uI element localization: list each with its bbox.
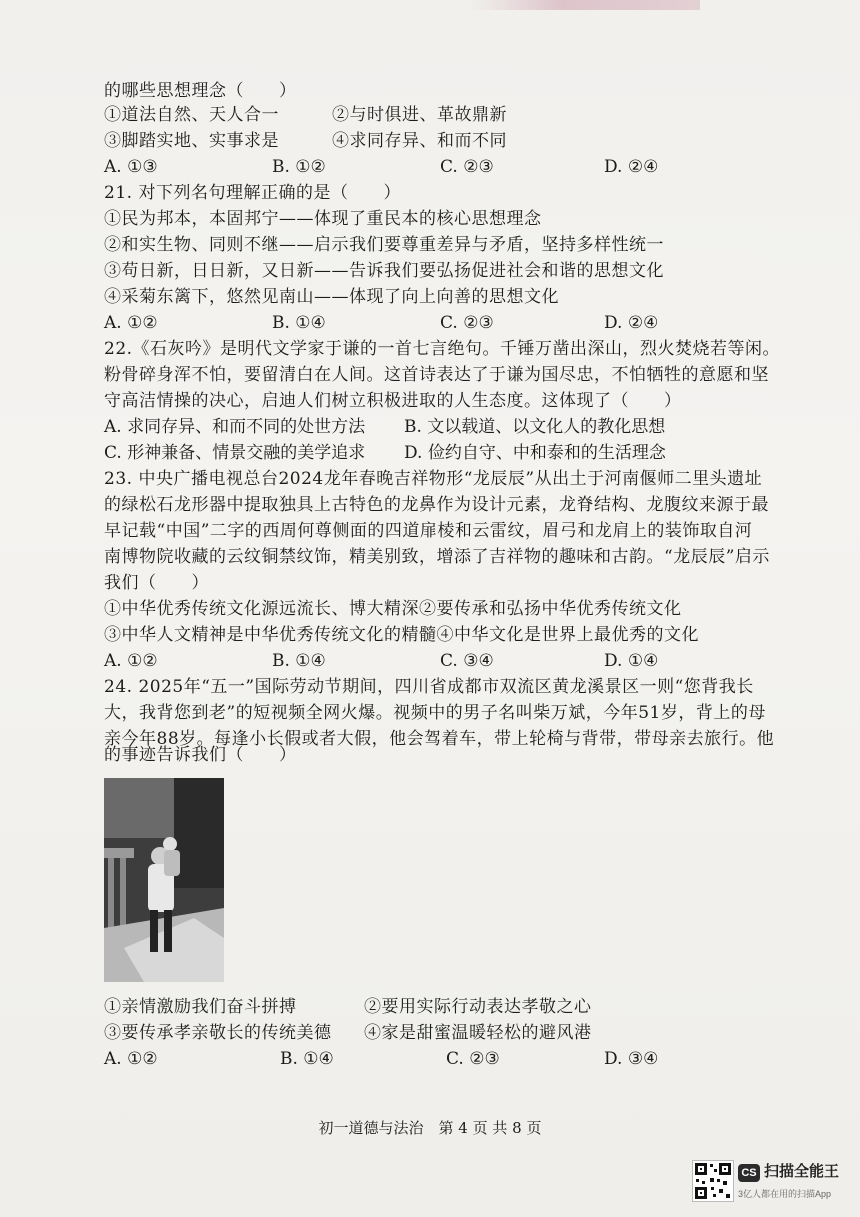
mother-son-photo-illustration xyxy=(104,778,224,982)
q24-option-d: D. ③④ xyxy=(604,1049,659,1069)
q23-line-4: 南博物院收藏的云纹铜禁纹饰，精美别致，增添了吉祥物的趣味和古韵。“龙辰辰”启示 xyxy=(104,547,770,567)
q24-option-b: B. ①④ xyxy=(280,1049,334,1069)
camscanner-logo-icon: CS xyxy=(738,1164,760,1182)
q24-line-3: 亲今年88岁。每逢小长假或者大假，他会驾着车，带上轮椅与背带，带母亲去旅行。他 xyxy=(104,729,775,749)
q21-option-d: D. ②④ xyxy=(604,313,659,333)
q22-line-2: 粉骨碎身浑不怕，要留清白在人间。这首诗表达了于谦为国尽忠，不怕牺牲的意愿和坚 xyxy=(104,365,769,385)
q22-option-d: D. 俭约自守、中和泰和的生活理念 xyxy=(404,443,666,463)
q21-stem: 21. 对下列名句理解正确的是（ ） xyxy=(104,183,401,203)
q20-option-b: B. ①② xyxy=(272,157,326,177)
q20-option-d: D. ②④ xyxy=(604,157,659,177)
q23-line-3: 早记载“中国”二字的西周何尊侧面的四道扉棱和云雷纹，眉弓和龙肩上的装饰取自河 xyxy=(104,521,753,541)
q22-line-3: 守高洁情操的决心，启迪人们树立积极进取的人生态度。这体现了（ ） xyxy=(104,391,682,411)
page-footer: 初一道德与法治 第 4 页 共 8 页 xyxy=(318,1119,542,1137)
q23-option-d: D. ①④ xyxy=(604,651,659,671)
q24-statement-4: ④家是甜蜜温暖轻松的避风港 xyxy=(364,1023,592,1043)
scanner-tagline: 3亿人都在用的扫描App xyxy=(738,1189,832,1199)
q21-option-a: A. ①② xyxy=(104,313,158,333)
qr-code-icon xyxy=(692,1160,734,1202)
q24-photo xyxy=(104,778,224,982)
q23-option-b: B. ①④ xyxy=(272,651,326,671)
q24-line-2: 大，我背您到老”的短视频全网火爆。视频中的男子名叫柴万斌，今年51岁，背上的母 xyxy=(104,703,766,723)
q21-option-b: B. ①④ xyxy=(272,313,326,333)
q23-line-5: 我们（ ） xyxy=(104,573,209,593)
q22-option-b: B. 文以载道、以文化人的教化思想 xyxy=(404,417,666,437)
q22-option-c: C. 形神兼备、情景交融的美学追求 xyxy=(104,443,366,463)
scan-color-bleed xyxy=(470,0,700,10)
q23-line-1: 23. 中央广播电视总台2024龙年春晚吉祥物形“龙辰辰”从出土于河南偃师二里头遗址 xyxy=(104,469,763,489)
q24-option-a: A. ①② xyxy=(104,1049,158,1069)
q20-statement-1: ①道法自然、天人合一 xyxy=(104,105,279,125)
q24-option-c: C. ②③ xyxy=(446,1049,500,1069)
q23-line-2: 的绿松石龙形器中提取独具上古特色的龙鼻作为设计元素，龙脊结构、龙腹纹来源于最 xyxy=(104,495,769,515)
q20-option-c: C. ②③ xyxy=(440,157,494,177)
q20-option-a: A. ①③ xyxy=(104,157,158,177)
q23-statements-1-2: ①中华优秀传统文化源远流长、博大精深②要传承和弘扬中华优秀传统文化 xyxy=(104,599,682,619)
q22-option-a: A. 求同存异、和而不同的处世方法 xyxy=(104,417,366,437)
q22-line-1: 22.《石灰吟》是明代文学家于谦的一首七言绝句。千锤万凿出深山，烈火焚烧若等闲。 xyxy=(104,339,781,359)
q21-option-c: C. ②③ xyxy=(440,313,494,333)
scanner-app-name: 扫描全能王 xyxy=(764,1163,840,1180)
q21-statement-2: ②和实生物、同则不继——启示我们要尊重差异与矛盾，坚持多样性统一 xyxy=(104,235,664,255)
q20-stem-tail: 的哪些思想理念（ ） xyxy=(104,81,297,101)
q21-statement-1: ①民为邦本，本固邦宁——体现了重民本的核心思想理念 xyxy=(104,209,542,229)
q24-line-4: 的事迹告诉我们（ ） xyxy=(104,745,297,765)
q23-option-c: C. ③④ xyxy=(440,651,494,671)
q21-statement-3: ③苟日新，日日新，又日新——告诉我们要弘扬促进社会和谐的思想文化 xyxy=(104,261,664,281)
q20-statement-2: ②与时俱进、革故鼎新 xyxy=(332,105,507,125)
q24-statement-3: ③要传承孝亲敬长的传统美德 xyxy=(104,1023,332,1043)
q20-statement-4: ④求同存异、和而不同 xyxy=(332,131,507,151)
q24-statement-2: ②要用实际行动表达孝敬之心 xyxy=(364,997,592,1017)
q21-statement-4: ④采菊东篱下，悠然见南山——体现了向上向善的思想文化 xyxy=(104,287,559,307)
q24-statement-1: ①亲情激励我们奋斗拼搏 xyxy=(104,997,297,1017)
q23-option-a: A. ①② xyxy=(104,651,158,671)
q20-statement-3: ③脚踏实地、实事求是 xyxy=(104,131,279,151)
q24-line-1: 24. 2025年“五一”国际劳动节期间，四川省成都市双流区黄龙溪景区一则“您背我长 xyxy=(104,677,754,697)
q23-statements-3-4: ③中华人文精神是中华优秀传统文化的精髓④中华文化是世界上最优秀的文化 xyxy=(104,625,699,645)
